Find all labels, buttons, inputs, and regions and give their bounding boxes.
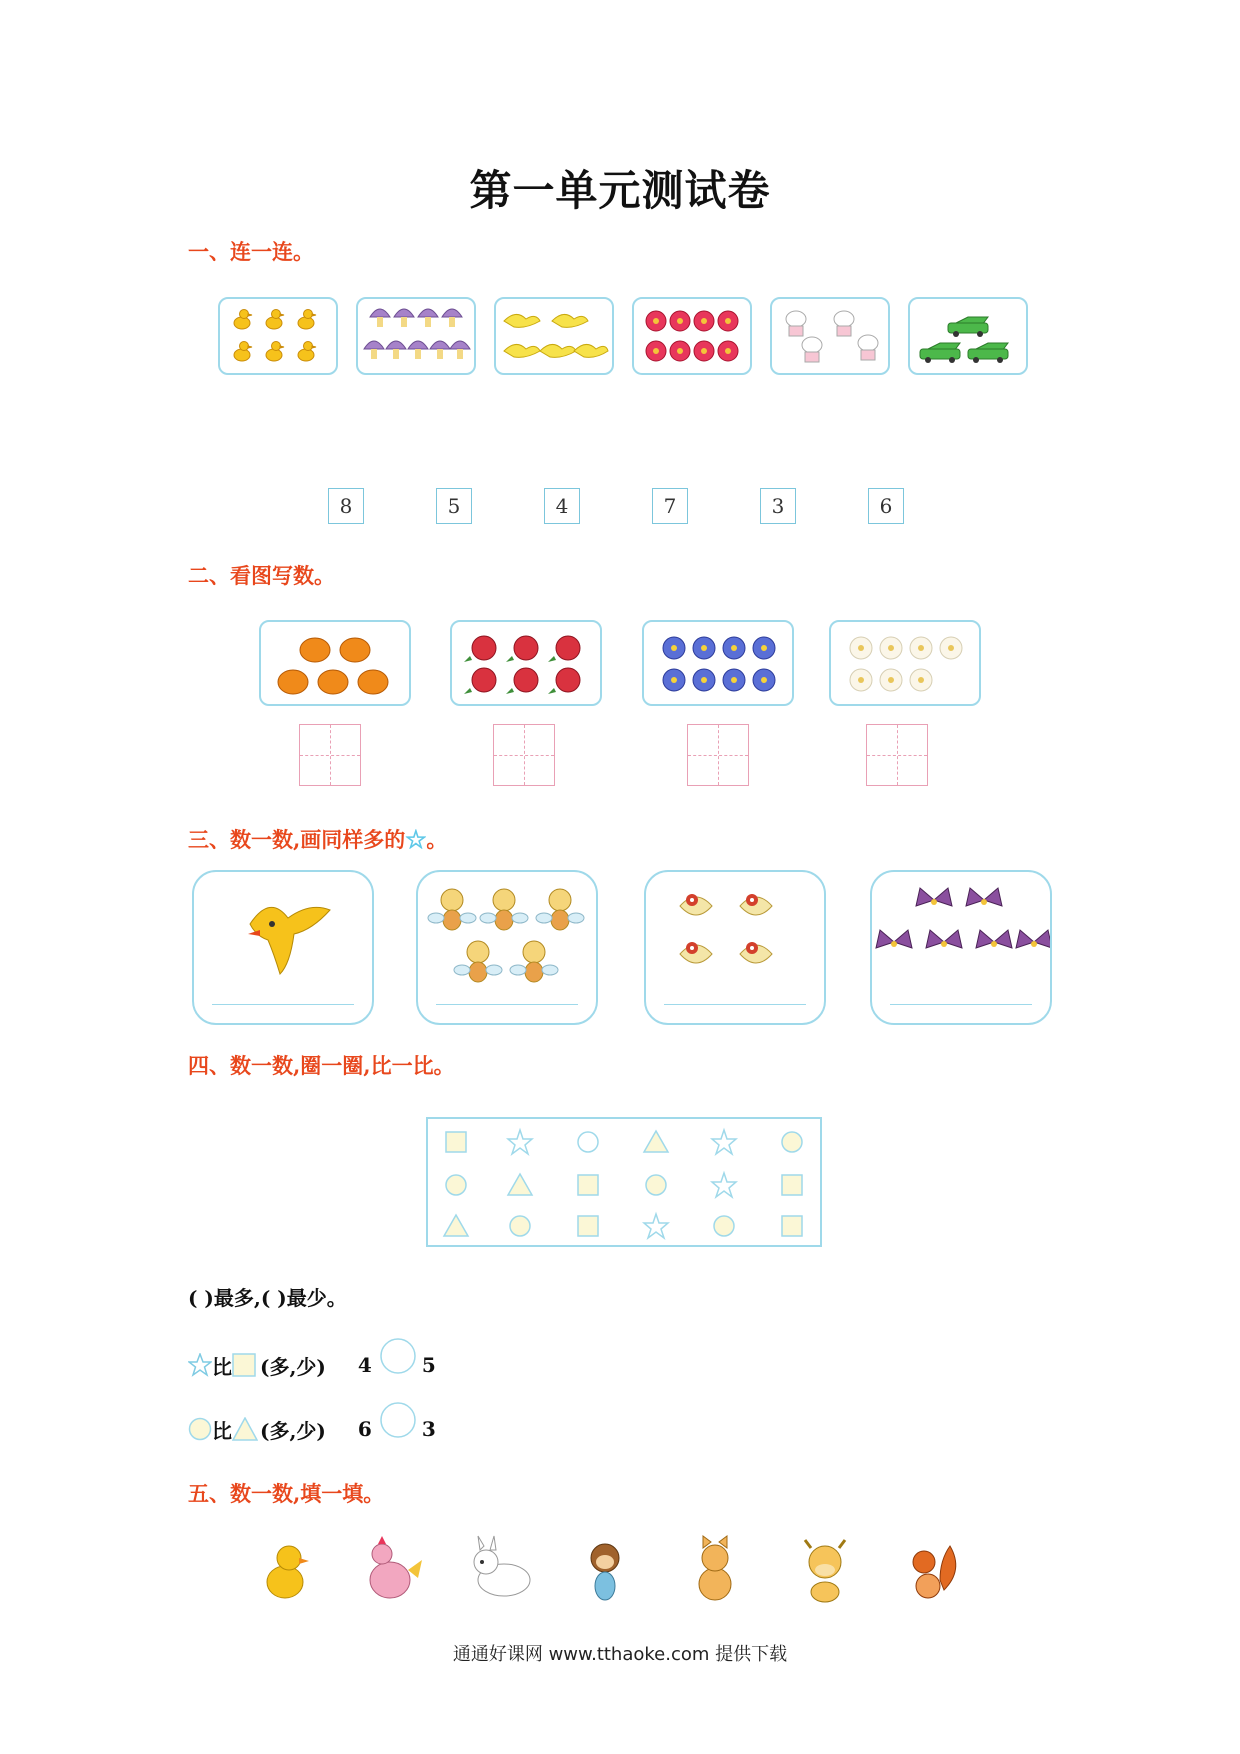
yellow-bird-icon <box>230 884 340 984</box>
answer-line <box>212 1004 354 1005</box>
circle-icon <box>446 1175 466 1195</box>
picture-box-blue-flowers <box>642 620 794 706</box>
star-icon: ☆ <box>405 827 427 852</box>
dog-icon <box>474 1536 530 1596</box>
answer-grid-1[interactable] <box>299 724 361 786</box>
duck-icons <box>220 299 336 373</box>
picture-box-kitties <box>770 297 890 375</box>
rooster-icon <box>370 1536 422 1598</box>
bird-icons <box>496 299 612 373</box>
answer-grid-3[interactable] <box>687 724 749 786</box>
number-box-3[interactable]: 4 <box>544 488 580 524</box>
star-icon <box>712 1130 736 1154</box>
section-5-heading: 五、数一数,填一填。 <box>188 1481 385 1506</box>
circle-icon <box>188 1417 212 1441</box>
page-title: 第一单元测试卷 <box>469 166 771 215</box>
answer-grid-4[interactable] <box>866 724 928 786</box>
triangle-icon <box>444 1215 468 1236</box>
picture-box-birds <box>494 297 614 375</box>
question-most-least: ( )最多,( )最少。 <box>188 1286 347 1310</box>
butterfly-icons <box>874 876 1050 976</box>
answer-line <box>890 1004 1032 1005</box>
draw-box-bees[interactable] <box>416 870 598 1025</box>
square-icon <box>232 1353 256 1377</box>
number-box-5[interactable]: 3 <box>760 488 796 524</box>
answer-line <box>664 1004 806 1005</box>
square-icon <box>782 1175 802 1195</box>
animal-icons <box>255 1530 995 1610</box>
mushroom-icons <box>358 299 474 373</box>
circle-icon <box>714 1216 734 1236</box>
shape-grid <box>426 1117 822 1247</box>
picture-box-daisies <box>829 620 981 706</box>
compare-row-1: 比 (多,少) 4 5 <box>188 1348 436 1382</box>
rooster-icons <box>666 882 806 982</box>
daisy-icons <box>831 622 979 704</box>
blue-flower-icons <box>644 622 792 704</box>
answer-grid-2[interactable] <box>493 724 555 786</box>
star-icon <box>644 1214 668 1238</box>
section-2-heading: 二、看图写数。 <box>188 563 335 588</box>
circle-icon <box>646 1175 666 1195</box>
square-icon <box>578 1175 598 1195</box>
monkey-icon <box>591 1544 619 1600</box>
circle-icon <box>578 1132 598 1152</box>
answer-line <box>436 1004 578 1005</box>
kitty-icons <box>772 299 888 373</box>
triangle-icon <box>508 1174 532 1195</box>
animal-row <box>255 1530 995 1610</box>
draw-box-roosters[interactable] <box>644 870 826 1025</box>
star-icon <box>188 1353 212 1377</box>
star-icon <box>712 1173 736 1197</box>
circle-icon <box>782 1132 802 1152</box>
draw-box-bird[interactable] <box>192 870 374 1025</box>
car-icons <box>910 299 1026 373</box>
compare-row-2: 比 (多,少) 6 3 <box>188 1412 436 1446</box>
rose-icons <box>452 622 600 704</box>
triangle-icon <box>232 1417 258 1441</box>
draw-box-butterflies[interactable] <box>870 870 1052 1025</box>
circle-icon <box>510 1216 530 1236</box>
picture-box-cars <box>908 297 1028 375</box>
cat-icon <box>699 1536 731 1600</box>
section-1-heading: 一、连一连。 <box>188 239 314 264</box>
answer-circle[interactable] <box>378 1336 418 1376</box>
square-icon <box>446 1132 466 1152</box>
duck-icon <box>267 1546 309 1598</box>
bee-icons <box>422 878 592 988</box>
square-icon <box>782 1216 802 1236</box>
section-4-heading: 四、数一数,圈一圈,比一比。 <box>188 1053 455 1078</box>
red-flower-icons <box>634 299 750 373</box>
number-box-4[interactable]: 7 <box>652 488 688 524</box>
number-box-6[interactable]: 6 <box>868 488 904 524</box>
number-box-1[interactable]: 8 <box>328 488 364 524</box>
pumpkin-icons <box>261 622 409 704</box>
picture-box-red-flowers <box>632 297 752 375</box>
shape-grid-svg <box>428 1119 820 1245</box>
answer-circle[interactable] <box>378 1400 418 1440</box>
number-box-2[interactable]: 5 <box>436 488 472 524</box>
picture-box-pumpkins <box>259 620 411 706</box>
squirrel-icon <box>913 1546 956 1598</box>
footer-credit: 通通好课网 www.tthaoke.com 提供下载 <box>452 1644 788 1665</box>
cow-icon <box>805 1540 845 1602</box>
picture-box-ducks <box>218 297 338 375</box>
triangle-icon <box>644 1131 668 1152</box>
section-3-heading: 三、数一数,画同样多的☆。 <box>188 827 448 852</box>
picture-box-mushrooms <box>356 297 476 375</box>
star-icon <box>508 1130 532 1154</box>
square-icon <box>578 1216 598 1236</box>
picture-box-roses <box>450 620 602 706</box>
